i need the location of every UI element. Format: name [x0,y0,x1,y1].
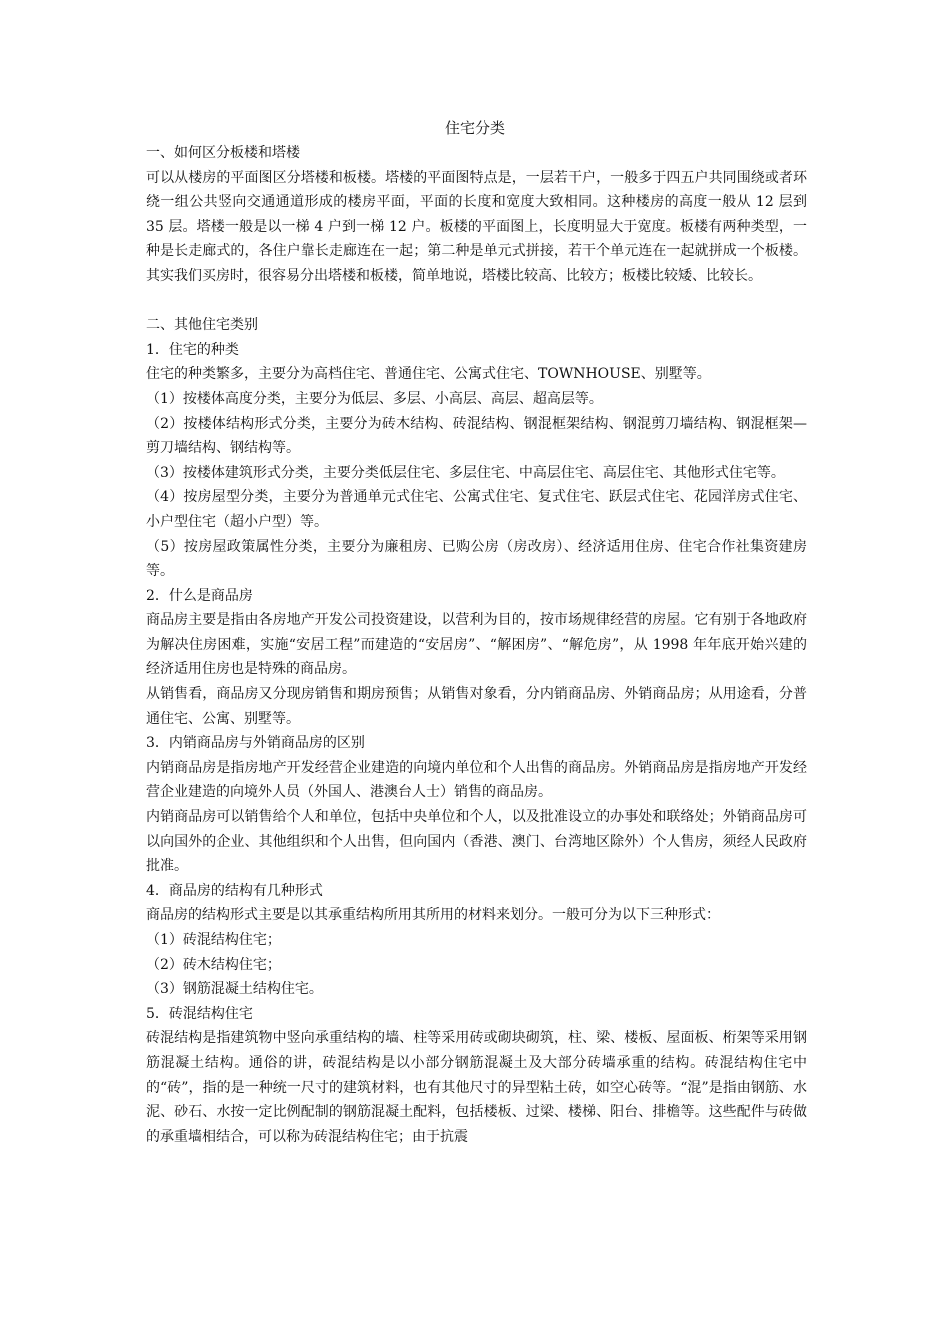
paragraph: 5．砖混结构住宅 [146,1005,253,1022]
paragraph: 4．商品房的结构有几种形式 [146,882,323,899]
paragraph: 2．什么是商品房 [146,587,253,604]
document-body [146,141,807,1149]
paragraph: （3）钢筋混凝土结构住宅。 [146,981,323,998]
paragraph: 砖混结构是指建筑物中竖向承重结构的墙、柱等采用砖或砌块砌筑，柱、梁、楼板、屋面板、桁架等采用钢筋混凝土结构。通俗的讲，砖混结构是以小部分钢筋混凝土及大部分砖墙承重的结构。砖混结构住宅中的“砖”，指的是一种统一尺寸的建筑材料，也有其他尺寸的异型粘土砖，如空心砖等。“混”是指由钢筋、水泥、砂石、水按一定比例配制的钢筋混凝土配料，包括楼板、过梁、楼梯、阳台、排檐等。这些配件与砖做的承重墙相结合，可以称为砖混结构住宅；由于抗震 [146,1030,807,1145]
paragraph: 二、其他住宅类别 [146,317,258,334]
paragraph: （4）按房屋型分类，主要分为普通单元式住宅、公寓式住宅、复式住宅、跃层式住宅、花园洋房式住宅、小户型住宅（超小户型）等。 [146,489,807,530]
paragraph: （1）按楼体高度分类，主要分为低层、多层、小高层、高层、超高层等。 [146,390,603,407]
paragraph: （5）按房屋政策属性分类，主要分为廉租房、已购公房（房改房）、经济适用住房、住宅合作社集资建房等。 [146,538,807,580]
paragraph: （2）按楼体结构形式分类，主要分为砖木结构、砖混结构、钢混框架结构、钢混剪刀墙结构、钢混框架—剪刀墙结构、钢结构等。 [146,415,807,457]
paragraph: 1．住宅的种类 [146,341,239,358]
paragraph: （3）按楼体建筑形式分类，主要分类低层住宅、多层住宅、中高层住宅、高层住宅、其他形式住宅等。 [146,464,785,481]
paragraph: 内销商品房是指房地产开发经营企业建造的向境内单位和个人出售的商品房。外销商品房是指房地产开发经营企业建造的向境外人员（外国人、港澳台人士）销售的商品房。 [146,759,807,801]
paragraph: 可以从楼房的平面图区分塔楼和板楼。塔楼的平面图特点是，一层若干户，一般多于四五户共同围绕或者环绕一组公共竖向交通通道形成的楼房平面，平面的长度和宽度大致相同。这种楼房的高度一般从 12 层到 35 层。塔楼一般是以一梯 4 户到一梯 12 户。板楼的平面图上，长度明显大于宽度。板楼有两种类型，一种是长走廊式的，各住户靠长走廊连在一起；第二种是单元式拼接，若干个单元连在一起就拼成一个板楼。其实我们买房时，很容易分出塔楼和板楼，简单地说，塔楼比较高、比较方；板楼比较矮、比较长。 [146,169,807,284]
paragraph: （2）砖木结构住宅； [146,956,281,973]
paragraph: 内销商品房可以销售给个人和单位，包括中央单位和个人，以及批准设立的办事处和联络处；外销商品房可以向国外的企业、其他组织和个人出售，但向国内（香港、澳门、台湾地区除外）个人售房，须经人民政府批准。 [146,809,807,875]
paragraph: 住宅的种类繁多，主要分为高档住宅、普通住宅、公寓式住宅、TOWNHOUSE、别墅等。 [146,366,711,383]
paragraph: 商品房主要是指由各房地产开发公司投资建设，以营利为目的，按市场规律经营的房屋。它有别于各地政府为解决住房困难，实施“安居工程”而建造的“安居房”、“解困房”、“解危房”，从 1998 年年底开始兴建的经济适用住房也是特殊的商品房。 [146,612,807,678]
paragraph: 商品房的结构形式主要是以其承重结构所用其所用的材料来划分。一般可分为以下三种形式： [146,907,720,924]
paragraph: 一、如何区分板楼和塔楼 [146,145,300,161]
paragraph: （1）砖混结构住宅； [146,932,281,948]
blank-line [146,289,807,314]
paragraph: 3．内销商品房与外销商品房的区别 [146,735,365,752]
document-title: 住宅分类 [444,119,505,137]
paragraph: 从销售看，商品房又分现房销售和期房预售；从销售对象看，分内销商品房、外销商品房；从用途看，分普通住宅、公寓、别墅等。 [146,686,807,727]
